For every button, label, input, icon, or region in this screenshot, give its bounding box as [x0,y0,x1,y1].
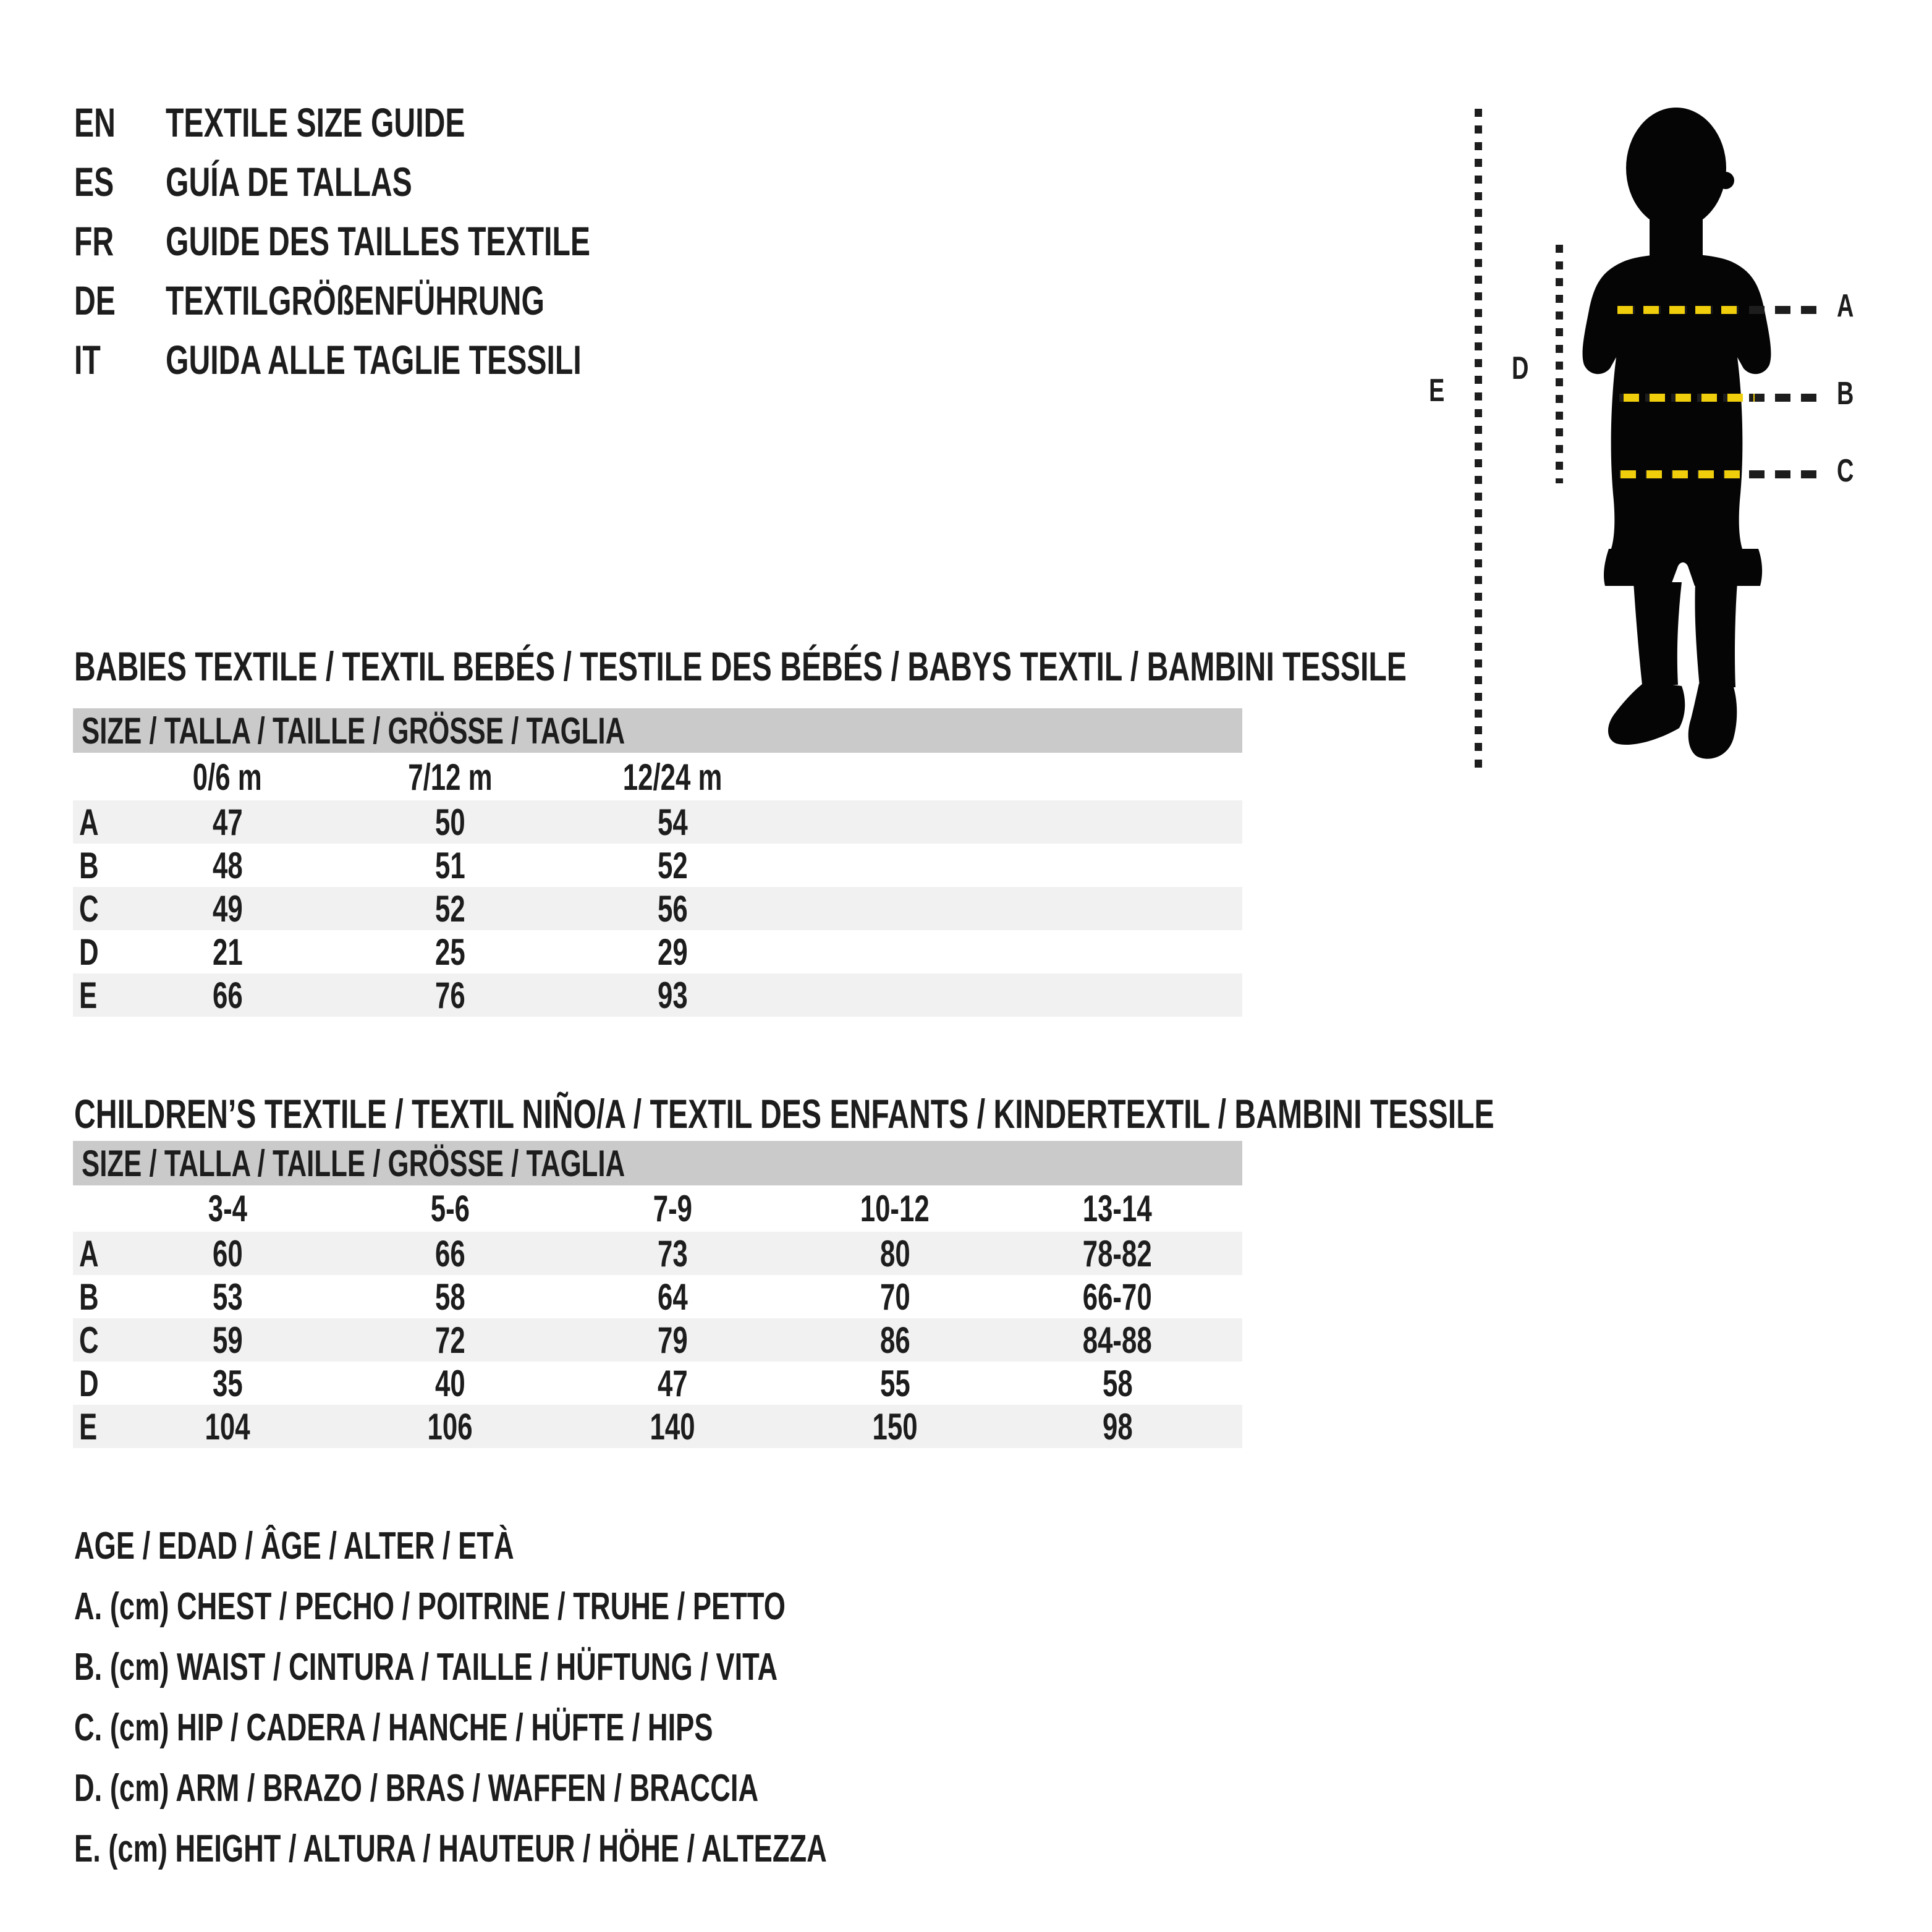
children-cell-B-1-text: 58 [434,1276,465,1318]
children-cell-D-2 [561,1362,784,1405]
lang-title: GUIDE DES TAILLES TEXTILE [166,218,591,264]
babies-column-header-2 [561,756,784,799]
legend-height: E. (cm) HEIGHT / ALTURA / HAUTEUR / HÖHE / ALTEZZA [74,1828,827,1870]
babies-column-header-1-text: 7/12 m [407,756,493,798]
babies-cell-C-0-text: 49 [212,888,243,930]
children-column-header-0-text: 3-4 [208,1188,247,1229]
children-table-row-E [73,1405,1242,1448]
children-row-label-A-text: A [79,1232,99,1274]
children-cell-D-3 [784,1362,1006,1405]
children-cell-A-1-text: 66 [434,1232,465,1274]
babies-cell-B-2 [561,844,784,887]
children-section-title: CHILDREN’S TEXTILE / TEXTIL NIÑO/A / TEXTIL DES ENFANTS / KINDERTEXTIL / BAMBINI TESSILE [74,1091,1494,1137]
children-cell-B-4 [1006,1276,1229,1318]
babies-column-header-0 [116,756,339,799]
children-cell-E-2 [561,1405,784,1448]
waist-line [1624,394,1755,402]
babies-table-row-D [73,930,1242,973]
children-column-header-4 [1006,1187,1229,1230]
children-cell-C-3 [784,1319,1006,1362]
children-cell-A-1 [339,1232,561,1275]
children-row-label-A [73,1232,116,1275]
children-cell-A-3 [784,1232,1006,1275]
children-cell-A-0-text: 60 [212,1232,243,1274]
babies-row-label-C-text: C [79,888,99,930]
children-cell-E-4-text: 98 [1102,1405,1133,1447]
children-cell-C-0-text: 59 [212,1319,243,1361]
children-row-label-D-text: D [79,1362,99,1404]
babies-cell-E-1 [339,974,561,1017]
children-cell-C-4-text: 84-88 [1082,1319,1153,1361]
children-cell-E-4 [1006,1405,1229,1448]
babies-cell-A-1 [339,801,561,844]
lang-row-fr [74,211,747,271]
children-cell-A-0 [116,1232,339,1275]
children-column-header-row [73,1185,1242,1232]
babies-size-table [73,754,1242,1017]
children-cell-A-4 [1006,1232,1229,1275]
babies-column-header-2-text: 12/24 m [622,756,722,798]
babies-table-row-B [73,844,1242,887]
children-row-label-E-text: E [79,1405,98,1447]
children-column-header-4-text: 13-14 [1082,1188,1153,1229]
babies-cell-A-2-text: 54 [657,801,688,843]
children-row-label-D [73,1362,116,1405]
children-row-label-C-text: C [79,1319,99,1361]
children-column-header-3 [784,1187,1006,1230]
lang-row-es [74,152,503,211]
legend-waist: B. (cm) WAIST / CINTURA / TAILLE / HÜFTUNG / VITA [74,1646,778,1688]
babies-row-label-D [73,931,116,973]
children-cell-A-3-text: 80 [879,1232,910,1274]
children-cell-C-3-text: 86 [879,1319,910,1361]
children-corner-cell [73,1187,116,1230]
lang-title: TEXTILE SIZE GUIDE [166,100,465,145]
babies-cell-A-1-text: 50 [434,801,465,843]
babies-row-label-D-text: D [79,931,99,973]
babies-cell-C-2-text: 56 [657,888,688,930]
babies-cell-C-1 [339,888,561,930]
children-cell-C-1-text: 72 [434,1319,465,1361]
children-cell-C-0 [116,1319,339,1362]
children-column-header-2 [561,1187,784,1230]
legend-chest: A. (cm) CHEST / PECHO / POITRINE / TRUHE / PETTO [74,1585,786,1628]
lang-row-de [74,271,685,330]
babies-cell-B-0-text: 48 [212,844,243,886]
children-cell-D-2-text: 47 [657,1362,688,1404]
children-column-header-0 [116,1187,339,1230]
legend-age: AGE / EDAD / ÂGE / ALTER / ETÀ [74,1525,514,1567]
children-cell-E-1 [339,1405,561,1448]
babies-size-header-bar: SIZE / TALLA / TAILLE / GRÖSSE / TAGLIA [73,708,1242,753]
lang-code: FR [74,218,114,264]
children-cell-D-0 [116,1362,339,1405]
lang-title: GUÍA DE TALLAS [166,159,412,205]
legend-arm: D. (cm) ARM / BRAZO / BRAS / WAFFEN / BRACCIA [74,1767,759,1810]
babies-row-label-B [73,844,116,887]
babies-cell-D-2 [561,931,784,973]
children-cell-D-1-text: 40 [434,1362,465,1404]
children-cell-D-4 [1006,1362,1229,1405]
children-cell-D-1 [339,1362,561,1405]
babies-cell-D-0-text: 21 [212,931,243,973]
babies-cell-B-1-text: 51 [434,844,465,886]
children-cell-B-3 [784,1276,1006,1318]
lang-code: EN [74,100,116,145]
lang-code: ES [74,159,114,205]
children-size-header-bar: SIZE / TALLA / TAILLE / GRÖSSE / TAGLIA [73,1141,1242,1185]
children-table-row-C [73,1318,1242,1362]
arm-measure-line [1556,245,1563,483]
children-cell-B-0 [116,1276,339,1318]
babies-cell-C-2 [561,888,784,930]
babies-cell-C-0 [116,888,339,930]
children-cell-C-1 [339,1319,561,1362]
hip-line [1621,470,1750,478]
children-cell-C-2-text: 79 [657,1319,688,1361]
lang-code: IT [74,337,101,383]
babies-row-label-C [73,888,116,930]
babies-cell-B-2-text: 52 [657,844,688,886]
children-row-label-B-text: B [79,1276,99,1318]
babies-corner-cell [73,756,116,799]
hip-label: C [1837,453,1854,489]
children-cell-A-4-text: 78-82 [1082,1232,1153,1274]
babies-column-header-1 [339,756,561,799]
babies-cell-A-0-text: 47 [212,801,243,843]
children-cell-E-0 [116,1405,339,1448]
children-cell-B-3-text: 70 [879,1276,910,1318]
lang-code: DE [74,278,116,323]
arm-label: D [1512,350,1529,386]
babies-cell-D-0 [116,931,339,973]
waist-label: B [1837,376,1854,412]
children-cell-E-3-text: 150 [872,1405,918,1447]
babies-cell-D-2-text: 29 [657,931,688,973]
children-column-header-2-text: 7-9 [653,1188,692,1229]
children-cell-A-2-text: 73 [657,1232,688,1274]
children-cell-E-0-text: 104 [205,1405,250,1447]
child-silhouette-image [1573,105,1786,766]
children-column-header-1-text: 5-6 [430,1188,470,1229]
height-label: E [1429,373,1445,409]
children-column-header-3-text: 10-12 [860,1188,930,1229]
children-cell-C-4 [1006,1319,1229,1362]
babies-cell-E-1-text: 76 [434,974,465,1016]
children-cell-D-4-text: 58 [1102,1362,1133,1404]
children-cell-C-2 [561,1319,784,1362]
babies-cell-C-1-text: 52 [434,888,465,930]
babies-row-label-E [73,974,116,1017]
children-cell-B-2-text: 64 [657,1276,688,1318]
babies-table-row-E [73,973,1242,1017]
babies-cell-D-1 [339,931,561,973]
lang-title: TEXTILGRÖßENFÜHRUNG [166,278,544,323]
babies-cell-A-0 [116,801,339,844]
legend-hip: C. (cm) HIP / CADERA / HANCHE / HÜFTE / HIPS [74,1706,713,1749]
babies-row-label-E-text: E [79,974,98,1016]
children-column-header-1 [339,1187,561,1230]
babies-row-label-A [73,801,116,844]
babies-column-header-0-text: 0/6 m [192,756,263,798]
babies-section-title: BABIES TEXTILE / TEXTIL BEBÉS / TESTILE DES BÉBÉS / BABYS TEXTIL / BAMBINI TESSILE [74,643,1407,689]
children-table-row-A [73,1232,1242,1275]
babies-table-row-A [73,800,1242,844]
chest-line [1617,306,1741,314]
babies-cell-A-2 [561,801,784,844]
children-row-label-E [73,1405,116,1448]
children-cell-E-3 [784,1405,1006,1448]
children-cell-D-3-text: 55 [879,1362,910,1404]
babies-cell-B-1 [339,844,561,887]
babies-row-label-A-text: A [79,801,99,843]
babies-cell-E-0 [116,974,339,1017]
lang-title: GUIDA ALLE TAGLIE TESSILI [166,337,582,383]
chest-label: A [1837,288,1854,324]
babies-cell-E-0-text: 66 [212,974,243,1016]
children-cell-B-2 [561,1276,784,1318]
children-cell-B-4-text: 66-70 [1082,1276,1153,1318]
children-row-label-B [73,1276,116,1318]
children-table-row-D [73,1362,1242,1405]
lang-row-it [74,330,735,389]
children-size-table [73,1185,1242,1448]
babies-table-row-C [73,887,1242,930]
babies-column-header-row [73,754,1242,800]
children-cell-B-0-text: 53 [212,1276,243,1318]
children-cell-E-2-text: 140 [650,1405,695,1447]
babies-cell-D-1-text: 25 [434,931,465,973]
children-cell-A-2 [561,1232,784,1275]
children-cell-B-1 [339,1276,561,1318]
lang-row-en [74,93,576,152]
children-table-row-B [73,1275,1242,1318]
babies-cell-B-0 [116,844,339,887]
babies-cell-E-2 [561,974,784,1017]
children-cell-D-0-text: 35 [212,1362,243,1404]
babies-row-label-B-text: B [79,844,99,886]
children-cell-E-1-text: 106 [427,1405,473,1447]
babies-cell-E-2-text: 93 [657,974,688,1016]
children-row-label-C [73,1319,116,1362]
